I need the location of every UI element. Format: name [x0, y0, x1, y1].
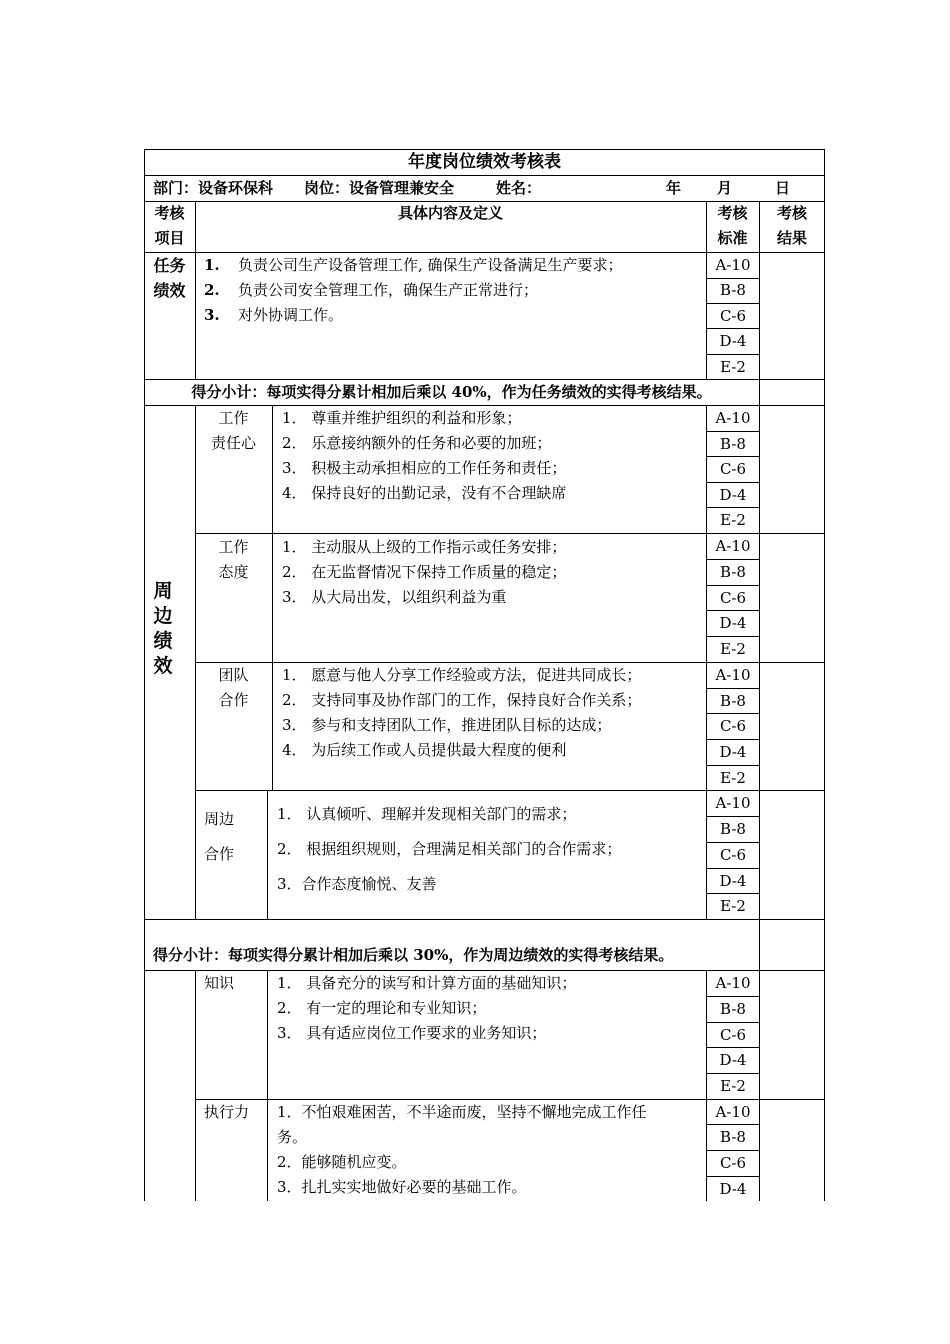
task-subtotal: 得分小计：每项实得分累计相加后乘以 40%，作为任务绩效的实得考核结果。	[191, 383, 712, 401]
group-item: 1． 认真倾听、理解并发现相关部门的需求；	[277, 805, 577, 823]
group-item: 2． 根据组织规则，合理满足相关部门的合作需求；	[277, 840, 622, 858]
grade-b: B-8	[720, 563, 746, 581]
rule	[267, 790, 268, 919]
group-item: 3． 积极主动承担相应的工作任务和责任；	[282, 459, 567, 477]
grade-d: D-4	[719, 743, 747, 761]
rule	[272, 405, 273, 790]
grade-b: B-8	[720, 820, 746, 838]
task-performance-label: 任务 绩效	[153, 256, 186, 300]
task-item-text: 负责公司生产设备管理工作, 确保生产设备满足生产要求；	[238, 256, 623, 274]
grade-d: D-4	[719, 486, 747, 504]
month-label: 月	[717, 179, 733, 197]
group-name: 执行力	[204, 1103, 250, 1121]
department-label: 部门：设备环保科	[153, 179, 274, 197]
group-item: 2． 有一定的理论和专业知识；	[277, 999, 487, 1017]
group-name: 工作 态度	[218, 538, 249, 581]
grade-c: C-6	[719, 1154, 747, 1172]
group-name: 周边 合作	[204, 810, 235, 863]
header-standard: 考核 标准	[717, 204, 748, 247]
group-item: 1．不怕艰难困苦，不半途而废，坚持不懈地完成工作任	[277, 1103, 647, 1121]
group-name: 工作 责任心	[210, 409, 256, 452]
task-item-text: 负责公司安全管理工作，确保生产正常进行；	[238, 281, 539, 299]
header-result: 考核 结果	[776, 204, 807, 247]
rule	[144, 919, 825, 920]
task-item-num: 2.	[204, 281, 220, 299]
grade-e: E-2	[720, 640, 746, 658]
group-item: 1． 主动服从上级的工作指示或任务安排；	[282, 538, 567, 556]
form-title: 年度岗位绩效考核表	[408, 152, 561, 172]
grade-d: D-4	[719, 872, 747, 890]
group-item: 1． 尊重并维护组织的利益和形象；	[282, 409, 522, 427]
group-name: 知识	[204, 974, 235, 992]
grade-c: C-6	[719, 846, 747, 864]
border-right	[824, 149, 825, 1201]
appraisal-form-table	[144, 149, 825, 1201]
group-item: 务。	[277, 1128, 308, 1146]
day-label: 日	[775, 179, 791, 197]
grade-d: D-4	[719, 1051, 747, 1069]
year-label: 年	[666, 179, 682, 197]
rule	[267, 970, 268, 1201]
grade-e: E-2	[720, 1077, 746, 1095]
grade-e: E-2	[720, 769, 746, 787]
header-item: 考核 项目	[154, 204, 185, 247]
grade-d: D-4	[719, 332, 747, 350]
group-item: 2． 乐意接纳额外的任务和必要的加班；	[282, 434, 552, 452]
grade-c: C-6	[719, 1026, 747, 1044]
post-label: 岗位：设备管理兼安全	[304, 179, 455, 197]
grade-e: E-2	[720, 897, 746, 915]
group-item: 3． 从大局出发，以组织利益为重	[282, 588, 507, 606]
group-item: 3． 参与和支持团队工作，推进团队目标的达成；	[282, 716, 612, 734]
rule	[195, 970, 196, 1201]
group-item: 3． 具有适应岗位工作要求的业务知识；	[277, 1024, 547, 1042]
grade-c: C-6	[719, 307, 747, 325]
grade-b: B-8	[720, 1128, 746, 1146]
header-content: 具体内容及定义	[397, 204, 503, 222]
grade-a: A-10	[715, 1103, 751, 1121]
grade-c: C-6	[719, 717, 747, 735]
task-item-num: 3.	[204, 306, 220, 324]
rule	[195, 201, 196, 379]
peripheral-subtotal: 得分小计：每项实得分累计相加后乘以 30%，作为周边绩效的实得考核结果。	[153, 946, 674, 964]
grade-d: D-4	[719, 614, 747, 632]
group-item: 1． 愿意与他人分享工作经验或方法，促进共同成长；	[282, 666, 642, 684]
group-item: 2． 在无监督情况下保持工作质量的稳定；	[282, 563, 567, 581]
grade-b: B-8	[720, 281, 746, 299]
grade-c: C-6	[719, 589, 747, 607]
rule	[759, 201, 760, 1201]
group-item: 2． 支持同事及协作部门的工作，保持良好合作关系；	[282, 691, 642, 709]
task-item-text: 对外协调工作。	[238, 306, 344, 324]
name-label: 姓名：	[496, 179, 542, 197]
grade-e: E-2	[720, 358, 746, 376]
group-item: 4． 为后续工作或人员提供最大程度的便利	[282, 741, 567, 759]
group-name: 团队 合作	[218, 666, 249, 709]
group-item: 3．扎扎实实地做好必要的基础工作。	[277, 1178, 527, 1196]
grade-a: A-10	[715, 666, 751, 684]
rule	[195, 405, 196, 919]
grade-a: A-10	[715, 537, 751, 555]
task-item-num: 1.	[204, 256, 220, 274]
grade-e: E-2	[720, 511, 746, 529]
grade-b: B-8	[720, 692, 746, 710]
group-item: 3．合作态度愉悦、友善	[277, 875, 437, 893]
group-item: 4． 保持良好的出勤记录，没有不合理缺席	[282, 484, 567, 502]
grade-d: D-4	[719, 1180, 747, 1198]
grade-a: A-10	[715, 794, 751, 812]
peripheral-performance-label: 周 边 绩 效	[153, 580, 173, 677]
group-item: 1． 具备充分的读写和计算方面的基础知识；	[277, 974, 577, 992]
grade-a: A-10	[715, 256, 751, 274]
border-left	[144, 149, 145, 1201]
grade-b: B-8	[720, 435, 746, 453]
grade-a: A-10	[715, 974, 751, 992]
grade-b: B-8	[720, 1000, 746, 1018]
grade-a: A-10	[715, 409, 751, 427]
group-item: 2．能够随机应变。	[277, 1153, 407, 1171]
grade-c: C-6	[719, 460, 747, 478]
